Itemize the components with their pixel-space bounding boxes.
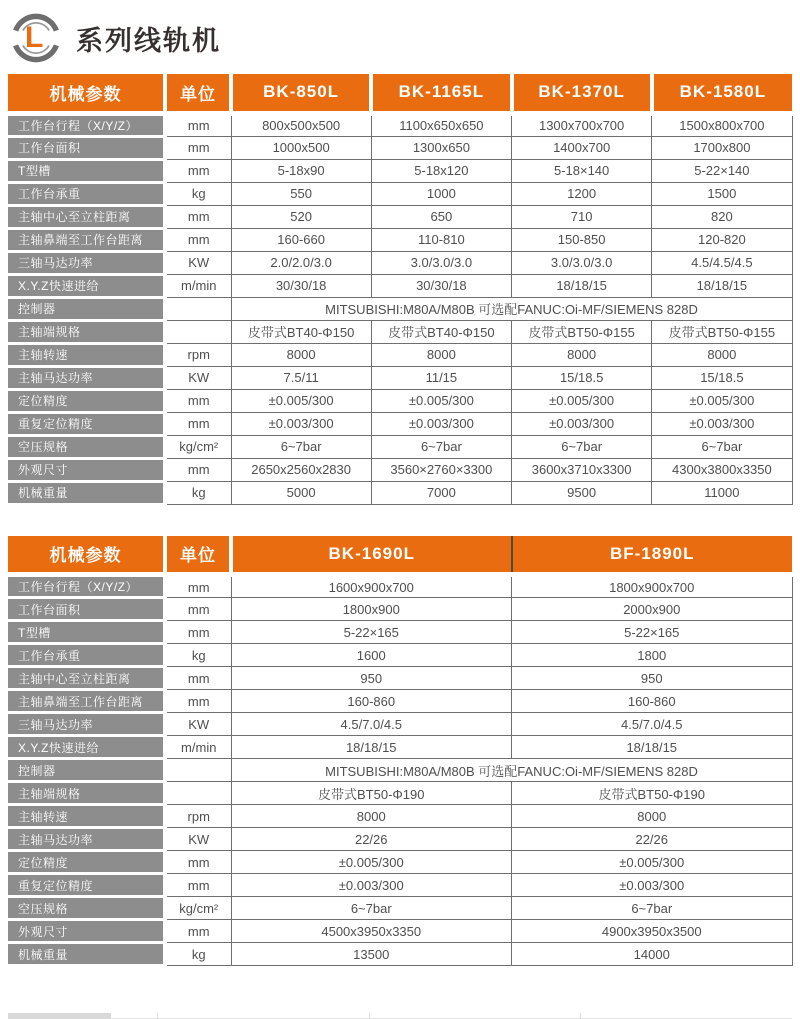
row-label: 外观尺寸 <box>8 458 165 481</box>
row-label: 工作台承重 <box>8 182 165 205</box>
unit-cell: rpm <box>165 805 231 828</box>
value-cell: 120-820 <box>652 228 792 251</box>
unit-cell: mm <box>165 113 231 136</box>
table-row <box>8 644 792 667</box>
value-cell: 520 <box>231 205 371 228</box>
value-cell: 6~7bar <box>512 897 793 920</box>
row-label: 主轴中心至立柱距离 <box>8 667 165 690</box>
table-row <box>8 113 792 136</box>
brand-logo <box>10 12 62 64</box>
value-cell: 2000x900 <box>512 598 793 621</box>
value-cell: ±0.003/300 <box>512 874 793 897</box>
value-cell: 1200 <box>512 182 652 205</box>
value-cell: 4.5/7.0/4.5 <box>512 713 793 736</box>
unit-cell: mm <box>165 575 231 598</box>
unit-cell: KW <box>165 828 231 851</box>
row-label: 主轴马达功率 <box>8 366 165 389</box>
row-label: 工作台面积 <box>8 136 165 159</box>
row-label: 主轴端规格 <box>8 320 165 343</box>
table-row <box>8 458 792 481</box>
row-label: 工作台行程（X/Y/Z） <box>8 113 165 136</box>
value-cell: 5-22×165 <box>512 621 793 644</box>
row-label: 主轴端规格 <box>8 782 165 805</box>
table-row <box>8 759 792 782</box>
value-cell: 6~7bar <box>231 435 371 458</box>
value-cell: 3.0/3.0/3.0 <box>512 251 652 274</box>
value-cell: 22/26 <box>231 828 512 851</box>
row-label: 定位精度 <box>8 851 165 874</box>
table-row <box>8 389 792 412</box>
value-cell: 2.0/2.0/3.0 <box>231 251 371 274</box>
unit-cell: mm <box>165 458 231 481</box>
unit-cell: mm <box>165 690 231 713</box>
value-cell: 8000 <box>512 343 652 366</box>
value-cell: 皮带式BT40-Φ150 <box>371 320 511 343</box>
value-cell: 950 <box>512 667 793 690</box>
value-cell: 5000 <box>231 481 371 504</box>
value-cell: 14000 <box>512 943 793 966</box>
value-cell: 1500 <box>652 182 792 205</box>
table-row <box>8 598 792 621</box>
table-row <box>8 690 792 713</box>
table-row <box>8 297 792 320</box>
value-cell: 8000 <box>512 805 793 828</box>
header-row <box>8 536 792 575</box>
unit-cell: mm <box>165 920 231 943</box>
unit-cell: kg <box>165 943 231 966</box>
value-cell: 1400x700 <box>512 136 652 159</box>
value-cell: 1700x800 <box>652 136 792 159</box>
value-cell: 18/18/15 <box>652 274 792 297</box>
unit-cell: mm <box>165 412 231 435</box>
value-cell: 8000 <box>231 343 371 366</box>
unit-cell: KW <box>165 713 231 736</box>
table-row <box>8 251 792 274</box>
unit-column-header: 单位 <box>165 536 231 575</box>
unit-cell: m/min <box>165 736 231 759</box>
row-label: 机械重量 <box>8 481 165 504</box>
model-column-header: BK-1165L <box>371 74 511 113</box>
value-cell: 1100x650x650 <box>371 113 511 136</box>
unit-cell: mm <box>165 667 231 690</box>
value-cell: 800x500x500 <box>231 113 371 136</box>
unit-column-header: 单位 <box>165 74 231 113</box>
value-cell: MITSUBISHI:M80A/M80B 可选配FANUC:Oi-MF/SIEMENS 828D <box>231 297 792 320</box>
table-row <box>8 481 792 504</box>
unit-cell: kg/cm² <box>165 435 231 458</box>
value-cell: ±0.005/300 <box>512 389 652 412</box>
value-cell: 4500x3950x3350 <box>231 920 512 943</box>
value-cell: ±0.005/300 <box>231 389 371 412</box>
row-label: 重复定位精度 <box>8 874 165 897</box>
value-cell: 7000 <box>371 481 511 504</box>
row-label: 主轴鼻端至工作台距离 <box>8 690 165 713</box>
value-cell: 3560×2760×3300 <box>371 458 511 481</box>
spec-table-2 <box>8 536 793 968</box>
table-row <box>8 228 792 251</box>
row-label: 主轴转速 <box>8 805 165 828</box>
table-row <box>8 851 792 874</box>
value-cell: 8000 <box>371 343 511 366</box>
row-label: 空压规格 <box>8 897 165 920</box>
value-cell: 15/18.5 <box>512 366 652 389</box>
value-cell: 18/18/15 <box>231 736 512 759</box>
value-cell: 1300x700x700 <box>512 113 652 136</box>
value-cell: 30/30/18 <box>231 274 371 297</box>
value-cell: 11/15 <box>371 366 511 389</box>
value-cell: 22/26 <box>512 828 793 851</box>
value-cell: 650 <box>371 205 511 228</box>
table-row <box>8 943 792 966</box>
unit-cell: mm <box>165 159 231 182</box>
value-cell: 1600x900x700 <box>231 575 512 598</box>
unit-cell: mm <box>165 136 231 159</box>
value-cell: ±0.003/300 <box>512 412 652 435</box>
unit-cell <box>165 297 231 320</box>
unit-cell: mm <box>165 389 231 412</box>
value-cell: 2650x2560x2830 <box>231 458 371 481</box>
table-row <box>8 366 792 389</box>
value-cell: 710 <box>512 205 652 228</box>
unit-cell: mm <box>165 228 231 251</box>
table-row <box>8 621 792 644</box>
row-label: 主轴鼻端至工作台距离 <box>8 228 165 251</box>
value-cell: 160-860 <box>231 690 512 713</box>
unit-cell: mm <box>165 621 231 644</box>
table-row <box>8 713 792 736</box>
header-row <box>8 74 792 113</box>
row-label: 定位精度 <box>8 389 165 412</box>
unit-cell: mm <box>165 598 231 621</box>
table-row <box>8 874 792 897</box>
value-cell: ±0.003/300 <box>231 874 512 897</box>
value-cell: 3.0/3.0/3.0 <box>371 251 511 274</box>
table-row <box>8 575 792 598</box>
unit-cell: kg <box>165 182 231 205</box>
unit-cell <box>165 320 231 343</box>
row-label: 机械重量 <box>8 943 165 966</box>
row-label: 工作台行程（X/Y/Z） <box>8 575 165 598</box>
row-label: 外观尺寸 <box>8 920 165 943</box>
value-cell: 1000 <box>371 182 511 205</box>
value-cell: ±0.005/300 <box>231 851 512 874</box>
value-cell: ±0.003/300 <box>231 412 371 435</box>
unit-cell: m/min <box>165 274 231 297</box>
value-cell: 6~7bar <box>231 897 512 920</box>
table-row <box>8 159 792 182</box>
unit-cell: mm <box>165 205 231 228</box>
row-label: 工作台承重 <box>8 644 165 667</box>
value-cell: 15/18.5 <box>652 366 792 389</box>
table-row <box>8 920 792 943</box>
table-row <box>8 136 792 159</box>
model-column-header: BK-1370L <box>512 74 652 113</box>
value-cell: 160-860 <box>512 690 793 713</box>
table-row <box>8 412 792 435</box>
param-column-header: 机械参数 <box>8 74 165 113</box>
unit-cell: kg <box>165 644 231 667</box>
row-label: T型槽 <box>8 159 165 182</box>
row-label: 主轴中心至立柱距离 <box>8 205 165 228</box>
model-column-header: BK-1690L <box>231 536 512 575</box>
unit-cell <box>165 759 231 782</box>
value-cell: 13500 <box>231 943 512 966</box>
value-cell: 1300x650 <box>371 136 511 159</box>
row-label: 空压规格 <box>8 435 165 458</box>
value-cell: 皮带式BT40-Φ150 <box>231 320 371 343</box>
model-column-header: BK-1580L <box>652 74 792 113</box>
next-table-edge <box>8 1013 792 1019</box>
row-label: 三轴马达功率 <box>8 251 165 274</box>
value-cell: 1600 <box>231 644 512 667</box>
value-cell: 3600x3710x3300 <box>512 458 652 481</box>
table-row <box>8 782 792 805</box>
row-label: X.Y.Z快速进给 <box>8 736 165 759</box>
value-cell: 5-18x90 <box>231 159 371 182</box>
row-label: 工作台面积 <box>8 598 165 621</box>
table-row <box>8 182 792 205</box>
value-cell: 4900x3950x3500 <box>512 920 793 943</box>
table-row <box>8 274 792 297</box>
row-label: 控制器 <box>8 297 165 320</box>
row-label: 主轴马达功率 <box>8 828 165 851</box>
value-cell: 6~7bar <box>512 435 652 458</box>
value-cell: 11000 <box>652 481 792 504</box>
value-cell: 1800 <box>512 644 793 667</box>
row-label: 重复定位精度 <box>8 412 165 435</box>
value-cell: 18/18/15 <box>512 274 652 297</box>
model-column-header: BF-1890L <box>512 536 793 575</box>
value-cell: 1800x900x700 <box>512 575 793 598</box>
value-cell: 110-810 <box>371 228 511 251</box>
value-cell: 4300x3800x3350 <box>652 458 792 481</box>
value-cell: 皮带式BT50-Φ190 <box>512 782 793 805</box>
value-cell: 160-660 <box>231 228 371 251</box>
value-cell: 550 <box>231 182 371 205</box>
value-cell: 5-18×140 <box>512 159 652 182</box>
value-cell: 4.5/7.0/4.5 <box>231 713 512 736</box>
table-row <box>8 205 792 228</box>
value-cell: 820 <box>652 205 792 228</box>
value-cell: 7.5/11 <box>231 366 371 389</box>
value-cell: 1500x800x700 <box>652 113 792 136</box>
page-title: 系列线轨机 <box>76 25 221 56</box>
unit-cell: rpm <box>165 343 231 366</box>
value-cell: ±0.003/300 <box>371 412 511 435</box>
value-cell: 18/18/15 <box>512 736 793 759</box>
unit-cell <box>165 782 231 805</box>
unit-cell: kg/cm² <box>165 897 231 920</box>
value-cell: ±0.005/300 <box>371 389 511 412</box>
value-cell: 皮带式BT50-Φ155 <box>512 320 652 343</box>
table-row <box>8 343 792 366</box>
logo-letter: L <box>25 21 44 54</box>
next-table-label-stub <box>8 1013 111 1019</box>
unit-cell: KW <box>165 366 231 389</box>
value-cell: ±0.005/300 <box>512 851 793 874</box>
title-bar <box>8 0 792 74</box>
row-label: T型槽 <box>8 621 165 644</box>
value-cell: 1000x500 <box>231 136 371 159</box>
value-cell: 皮带式BT50-Φ155 <box>652 320 792 343</box>
unit-cell: KW <box>165 251 231 274</box>
spec-table-1 <box>8 74 793 506</box>
value-cell: 4.5/4.5/4.5 <box>652 251 792 274</box>
value-cell: 950 <box>231 667 512 690</box>
value-cell: 5-22×140 <box>652 159 792 182</box>
value-cell: 8000 <box>231 805 512 828</box>
model-column-header: BK-850L <box>231 74 371 113</box>
value-cell: 30/30/18 <box>371 274 511 297</box>
table-row <box>8 667 792 690</box>
value-cell: MITSUBISHI:M80A/M80B 可选配FANUC:Oi-MF/SIEMENS 828D <box>231 759 792 782</box>
row-label: 控制器 <box>8 759 165 782</box>
param-column-header: 机械参数 <box>8 536 165 575</box>
table-row <box>8 736 792 759</box>
table-row <box>8 805 792 828</box>
table-row <box>8 897 792 920</box>
value-cell: 6~7bar <box>371 435 511 458</box>
value-cell: 皮带式BT50-Φ190 <box>231 782 512 805</box>
value-cell: 5-22×165 <box>231 621 512 644</box>
unit-cell: mm <box>165 874 231 897</box>
value-cell: 8000 <box>652 343 792 366</box>
value-cell: ±0.005/300 <box>652 389 792 412</box>
unit-cell: kg <box>165 481 231 504</box>
value-cell: 150-850 <box>512 228 652 251</box>
table-row <box>8 320 792 343</box>
table-row <box>8 828 792 851</box>
value-cell: 6~7bar <box>652 435 792 458</box>
value-cell: 5-18x120 <box>371 159 511 182</box>
row-label: 三轴马达功率 <box>8 713 165 736</box>
value-cell: ±0.003/300 <box>652 412 792 435</box>
row-label: 主轴转速 <box>8 343 165 366</box>
table-row <box>8 435 792 458</box>
value-cell: 1800x900 <box>231 598 512 621</box>
value-cell: 9500 <box>512 481 652 504</box>
unit-cell: mm <box>165 851 231 874</box>
row-label: X.Y.Z快速进给 <box>8 274 165 297</box>
